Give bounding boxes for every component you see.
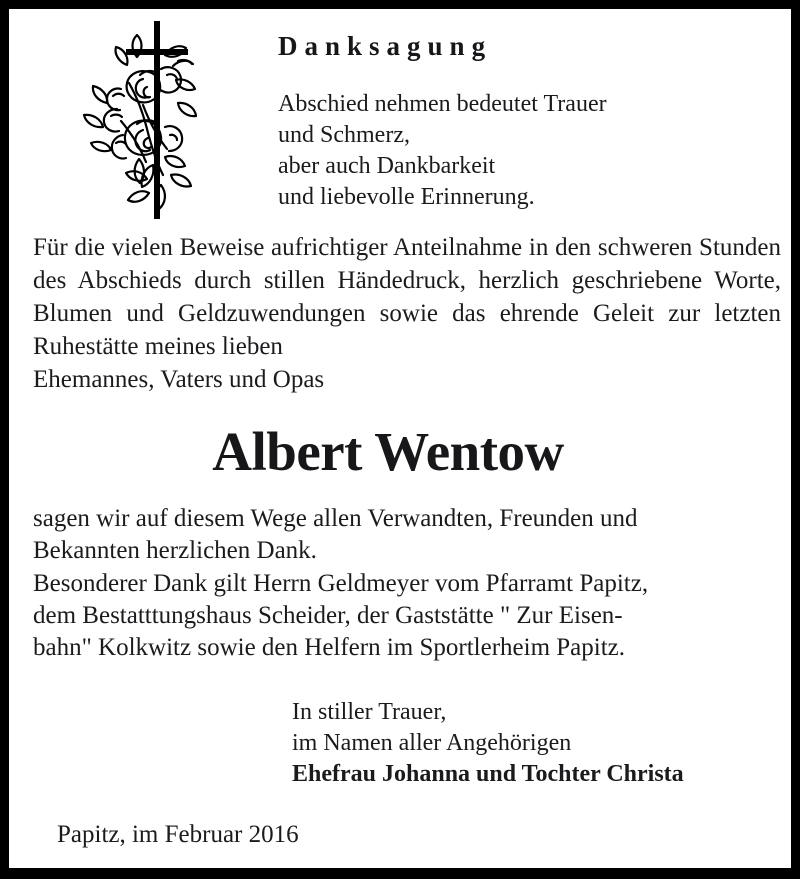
deceased-name: Albert Wentow bbox=[212, 421, 564, 482]
cross-with-roses-icon bbox=[77, 17, 197, 223]
border-right bbox=[791, 0, 800, 879]
verse-line: aber auch Dankbarkeit bbox=[278, 153, 496, 180]
thanks-line: Bekannten herzlichen Dank. bbox=[33, 537, 317, 565]
thanks-line: Besonderer Dank gilt Herrn Geldmeyer vom Pfarramt Papitz, bbox=[33, 569, 649, 597]
verse-line: und Schmerz, bbox=[278, 121, 410, 148]
intro-last-line: Ehemannes, Vaters und Opas bbox=[33, 366, 325, 393]
thanks-line: dem Bestatttungshaus Scheider, der Gaststätte " Zur Eisen- bbox=[33, 601, 623, 629]
signature-line: In stiller Trauer, bbox=[292, 698, 447, 725]
thanks-line: bahn" Kolkwitz sowie den Helfern im Sportlerheim Papitz. bbox=[33, 634, 626, 662]
verse-line: Abschied nehmen bedeutet Trauer bbox=[278, 90, 607, 117]
thanks-line: sagen wir auf diesem Wege allen Verwandten, Freunden und bbox=[33, 504, 638, 532]
border-left bbox=[0, 0, 9, 879]
page-title: Danksagung bbox=[278, 31, 493, 61]
verse-line: und liebevolle Erinnerung. bbox=[278, 184, 535, 211]
intro-paragraph bbox=[33, 231, 781, 396]
notice-sheet bbox=[9, 9, 791, 868]
border-top bbox=[0, 0, 800, 9]
intro-text: Für die vielen Beweise aufrichtiger Anteilnahme in den schweren Stunden des Abschieds durch stillen Händedruck, herzlich geschriebene Worte, Blumen und Geldzuwendungen sowie das ehrende Geleit zur letzten Ruhestätte meines lieben bbox=[33, 234, 781, 360]
memorial-verse bbox=[268, 89, 781, 214]
notice-body bbox=[9, 231, 791, 850]
border-bottom bbox=[0, 868, 800, 879]
thanks-paragraph bbox=[33, 503, 781, 665]
place-and-date: Papitz, im Februar 2016 bbox=[57, 821, 299, 849]
signature-line: im Namen aller Angehörigen bbox=[292, 729, 572, 756]
signature-line-family: Ehefrau Johanna und Tochter Christa bbox=[292, 761, 684, 787]
header-text-block bbox=[268, 9, 781, 213]
notice-header bbox=[9, 9, 791, 231]
signature-block bbox=[33, 697, 781, 791]
